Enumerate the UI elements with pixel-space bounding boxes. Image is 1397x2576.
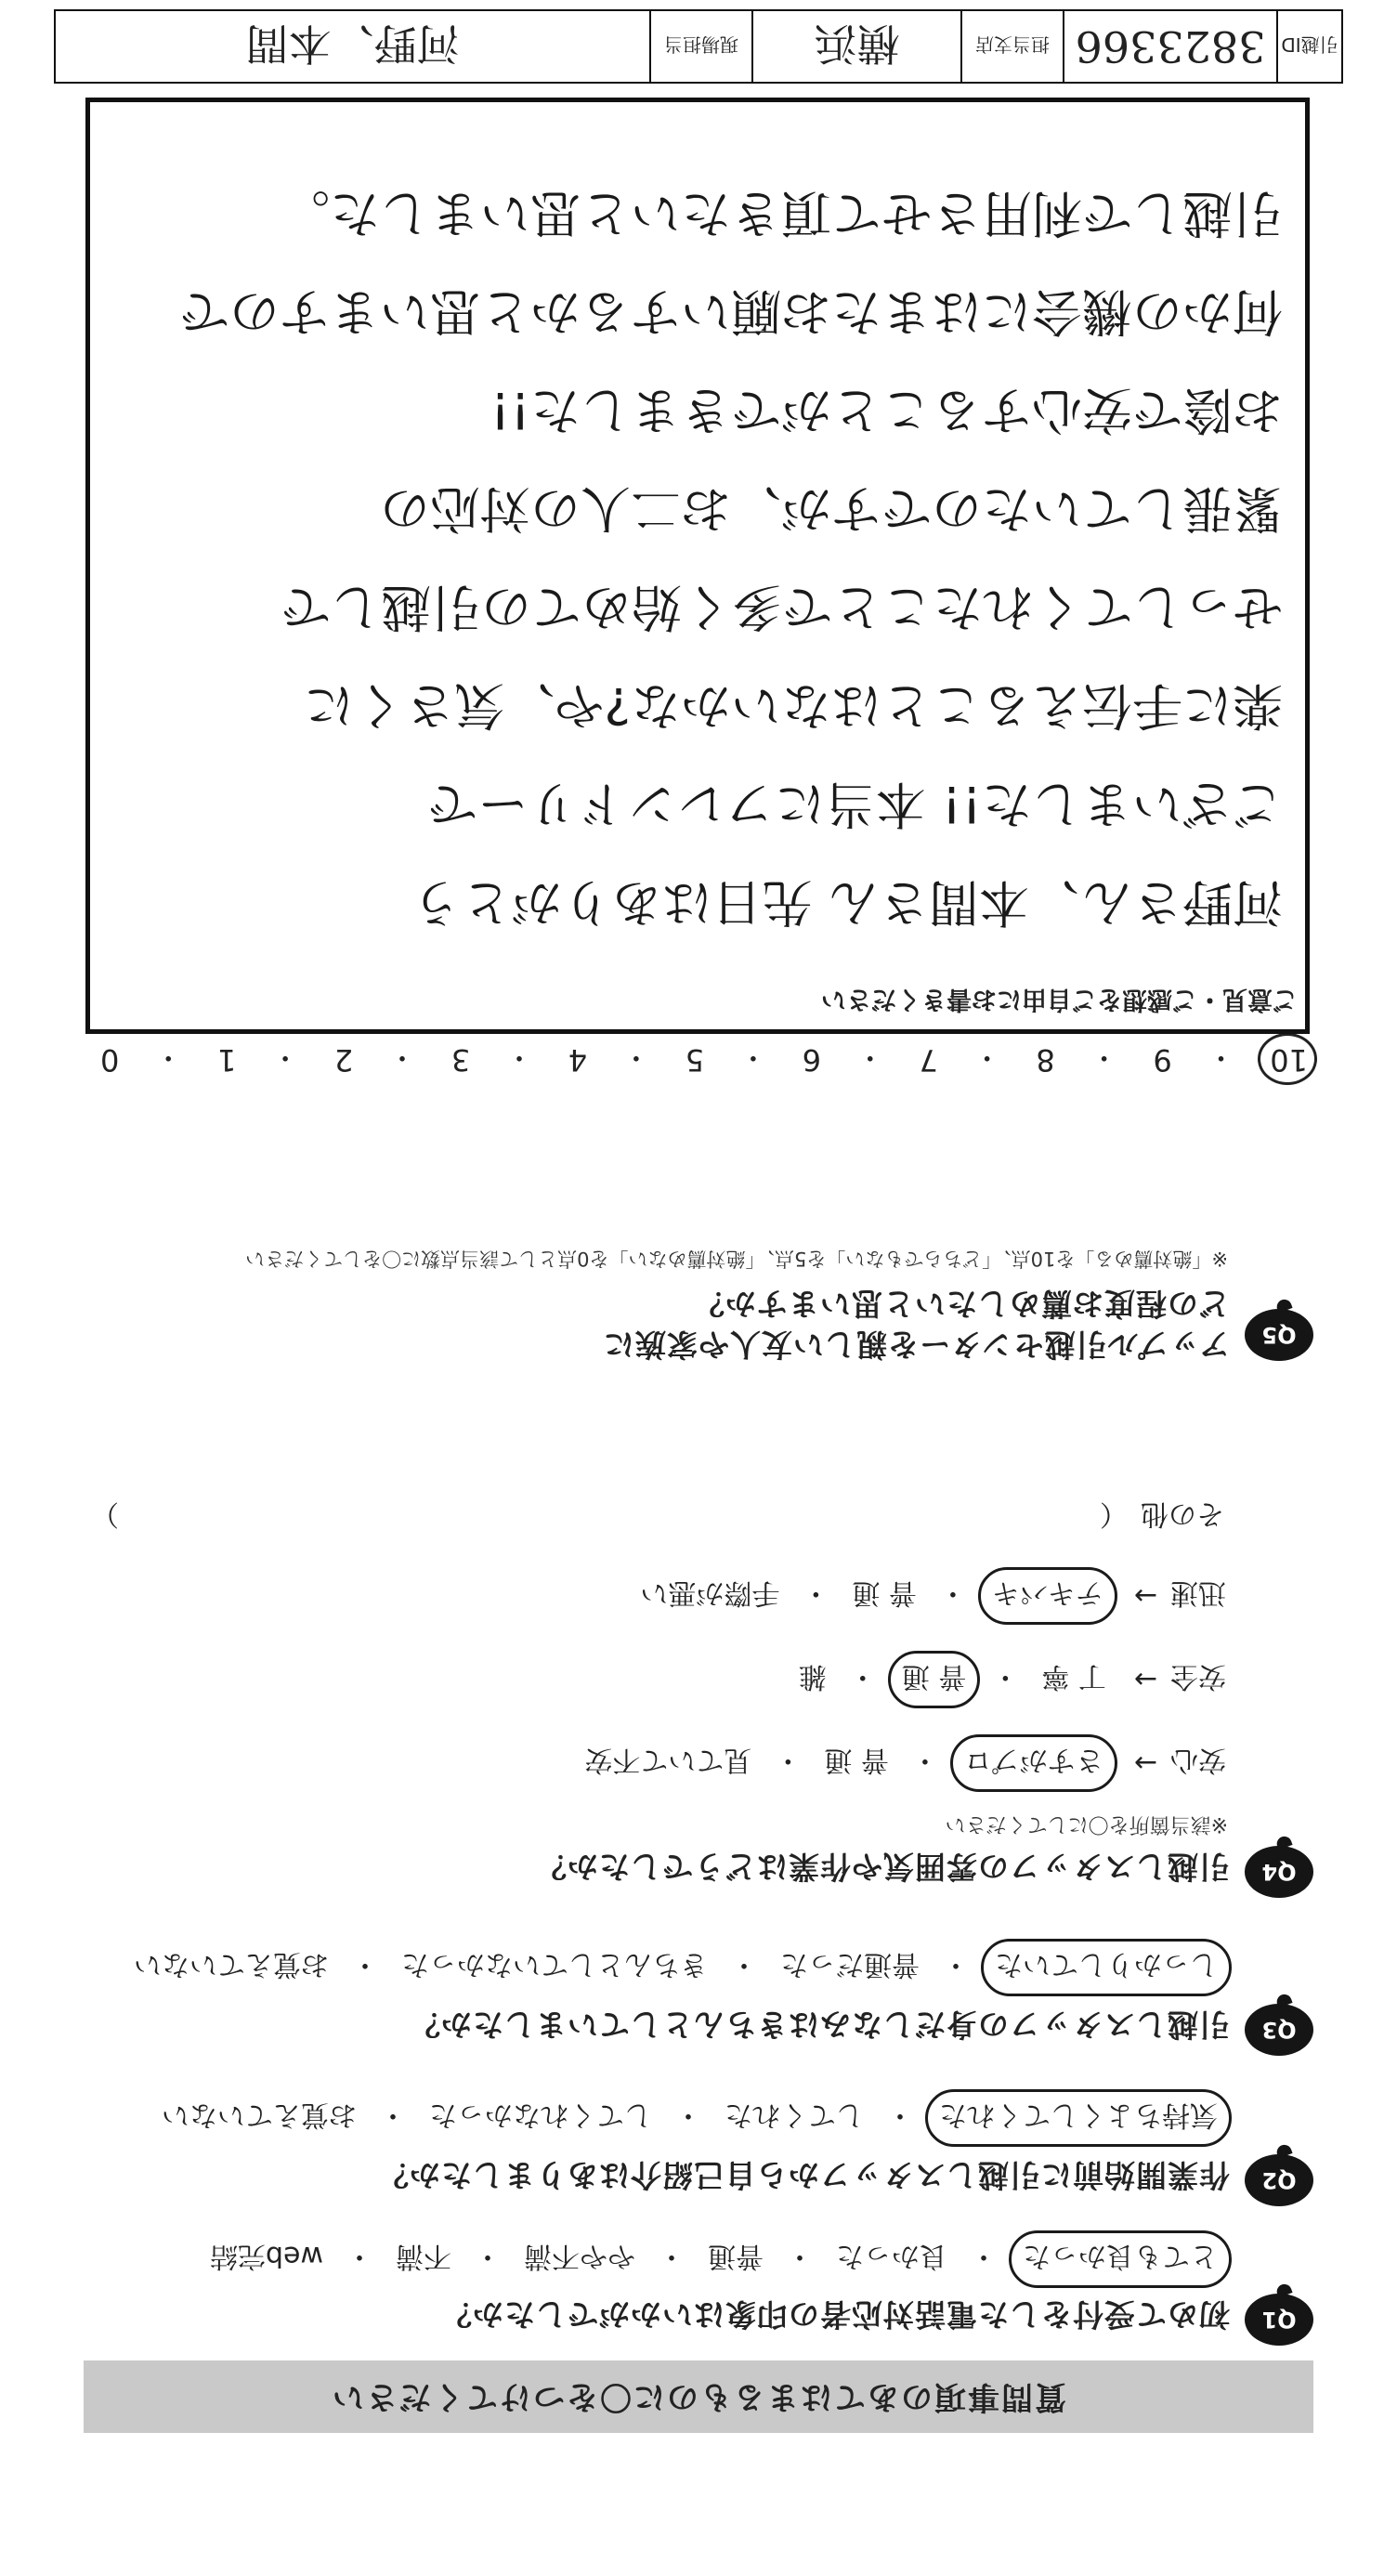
q5-question-line2: どの程度お薦めしたいと思いますか？ <box>693 1286 1230 1322</box>
q3-question: 引越しスタッフの身だしなみはきちんとしていましたか？ <box>409 2007 1230 2043</box>
q4-other-open: （ <box>1100 1497 1128 1530</box>
q5-score-0[interactable]: 0 <box>100 1042 120 1078</box>
q1-option-4[interactable]: やや不満 <box>524 2240 635 2272</box>
q4-anshin-option-1[interactable]: さすがプロ <box>950 1734 1117 1792</box>
comment-line: ございました!! 本当にフレンドリーで <box>427 775 1283 833</box>
arrow-right-icon: → <box>1133 1663 1157 1696</box>
q2-options: 気持ちよくしてくれた ・ してくれた ・ してくれなかった ・ お覚えていない <box>150 2089 1232 2147</box>
comment-line: お陰で安心することができました!! <box>490 381 1283 439</box>
q4-other-close: ） <box>91 1497 119 1530</box>
q4-row-label: 安心 <box>1170 1744 1226 1776</box>
comment-line: 緊張していたのですが、お二人の対応の <box>380 479 1283 538</box>
q4-jinsoku-option-3[interactable]: 手際が悪い <box>640 1576 780 1609</box>
q4-anshin-option-3[interactable]: 見ていて不安 <box>584 1744 752 1776</box>
comment-line: 河野さん、本間さん 先日はありがとう <box>411 873 1283 932</box>
arrow-right-icon: → <box>1133 1579 1157 1613</box>
q5-score-9[interactable]: 9 <box>1153 1042 1172 1078</box>
comment-line: 楽に手伝えることはないかな?や、気さくに <box>304 676 1283 735</box>
q5-score-4[interactable]: 4 <box>568 1042 588 1078</box>
q4-note: ※該当箇所を〇にしてください <box>945 1812 1228 1836</box>
q4-jinsoku-option-2[interactable]: 普 通 <box>852 1576 917 1609</box>
q4-row-anshin: 安心 → さすがプロ ・ 普 通 ・ 見ていて不安 <box>573 1734 1226 1792</box>
comment-handwriting <box>120 163 1283 951</box>
id-label: 引越ID <box>1276 11 1341 82</box>
instructions-banner <box>84 2360 1313 2433</box>
q5-score-1[interactable]: 1 <box>216 1042 237 1078</box>
q5-scale: 10 ・ 9 ・ 8 ・ 7 ・ 6 ・ 5 ・ 4 ・ 3 ・ 2 ・ 1 ・ 0 <box>100 1040 1308 1078</box>
q4-anzen-option-1[interactable]: 丁 寧 <box>1041 1660 1106 1693</box>
q2-badge: Q2 <box>1245 2154 1313 2206</box>
branch-value: 横浜 <box>751 11 960 82</box>
q2-option-4[interactable]: お覚えていない <box>162 2099 357 2131</box>
q1-option-2[interactable]: 良かった <box>836 2240 947 2272</box>
q2-option-2[interactable]: してくれた <box>725 2099 864 2131</box>
comment-box[interactable] <box>85 98 1310 1034</box>
q5-question-line1: アップル引越センターを親しい友人や家族に <box>602 1327 1230 1363</box>
q4-jinsoku-option-1[interactable]: テキパキ <box>978 1567 1117 1625</box>
q5-score-2[interactable]: 2 <box>333 1042 354 1078</box>
q5-score-5[interactable]: 5 <box>685 1042 705 1078</box>
arrow-right-icon: → <box>1133 1746 1157 1780</box>
q3-options: しっかりしていた ・ 普通だった ・ きちんとしていなかった ・ お覚えていない <box>123 1939 1232 1996</box>
comment-line: 何かの機会にはまたお願いするかと思いますので <box>179 282 1283 341</box>
q4-row-label: 迅速 <box>1170 1576 1226 1609</box>
q4-row-anzen: 安全 → 丁 寧 ・ 普 通 ・ 雑 <box>788 1651 1226 1708</box>
q1-option-3[interactable]: 普通 <box>708 2240 764 2272</box>
q1-option-5[interactable]: 不満 <box>396 2240 451 2272</box>
q5-note: ※「絶対薦める」を10点、「どちらでもない」を5点、「絶対薦めない」を0点として該当点数に〇をしてください <box>245 1248 1228 1270</box>
q2-question: 作業開始前に引越しスタッフから自己紹介はありましたか？ <box>377 2157 1230 2193</box>
q4-question: 引越しスタッフの雰囲気や作業はどうでしたか？ <box>535 1849 1230 1885</box>
q4-anshin-option-2[interactable]: 普 通 <box>824 1744 889 1776</box>
q5-badge: Q5 <box>1245 1309 1313 1361</box>
q2-option-3[interactable]: してくれなかった <box>429 2099 652 2131</box>
staff-value: 河野、本間 <box>245 19 460 69</box>
q4-other <box>91 1497 1224 1537</box>
branch-label: 担当支店 <box>960 11 1063 82</box>
q4-other-label: その他 <box>1141 1497 1224 1530</box>
q4-anzen-option-2[interactable]: 普 通 <box>888 1651 981 1708</box>
q3-option-4[interactable]: お覚えていない <box>134 1948 329 1981</box>
q4-row-jinsoku: 迅速 → テキパキ ・ 普 通 ・ 手際が悪い <box>629 1567 1226 1625</box>
q3-option-1[interactable]: しっかりしていた <box>981 1939 1232 1996</box>
q5-score-8[interactable]: 8 <box>1036 1042 1055 1078</box>
q5-score-6[interactable]: 6 <box>802 1042 821 1078</box>
q2-option-1[interactable]: 気持ちよくしてくれた <box>925 2089 1232 2147</box>
comment-title: ご意見・ご感想をご自由にお書きください <box>821 985 1298 1013</box>
staff-label: 現場担当 <box>649 11 751 82</box>
q5-score-7[interactable]: 7 <box>919 1042 938 1078</box>
q5-selected-circle <box>1258 1033 1317 1085</box>
comment-line: 引越しで利用させて頂きたいと思いました。 <box>280 184 1283 242</box>
q1-option-6[interactable]: web完結 <box>209 2240 323 2272</box>
q3-option-2[interactable]: 普通だった <box>780 1948 920 1981</box>
q4-anzen-option-3[interactable]: 雑 <box>798 1660 827 1693</box>
q1-option-1[interactable]: とても良かった <box>1009 2230 1232 2288</box>
q1-options: とても良かった ・ 良かった ・ 普通 ・ やや不満 ・ 不満 ・ web完結 <box>199 2230 1232 2288</box>
q5-score-3[interactable]: 3 <box>450 1042 471 1078</box>
staff-info-table <box>54 9 1343 84</box>
q1-badge: Q1 <box>1245 2294 1313 2346</box>
comment-line: せっしてくれたことで多く始めての引越しで <box>281 578 1283 636</box>
q5-score-10[interactable]: 10 <box>1270 1042 1308 1078</box>
id-value: 3823366 <box>1063 11 1276 82</box>
q4-badge: Q4 <box>1245 1846 1313 1898</box>
q3-option-3[interactable]: きちんとしていなかった <box>401 1948 708 1981</box>
q1-question: 初めて受付をした電話対応者の印象はいかがでしたか？ <box>440 2296 1230 2333</box>
q3-badge: Q3 <box>1245 2004 1313 2056</box>
q4-row-label: 安全 <box>1170 1660 1226 1693</box>
instructions-text: 質問事項のあてはまるものに〇をつけてください <box>331 2378 1066 2415</box>
